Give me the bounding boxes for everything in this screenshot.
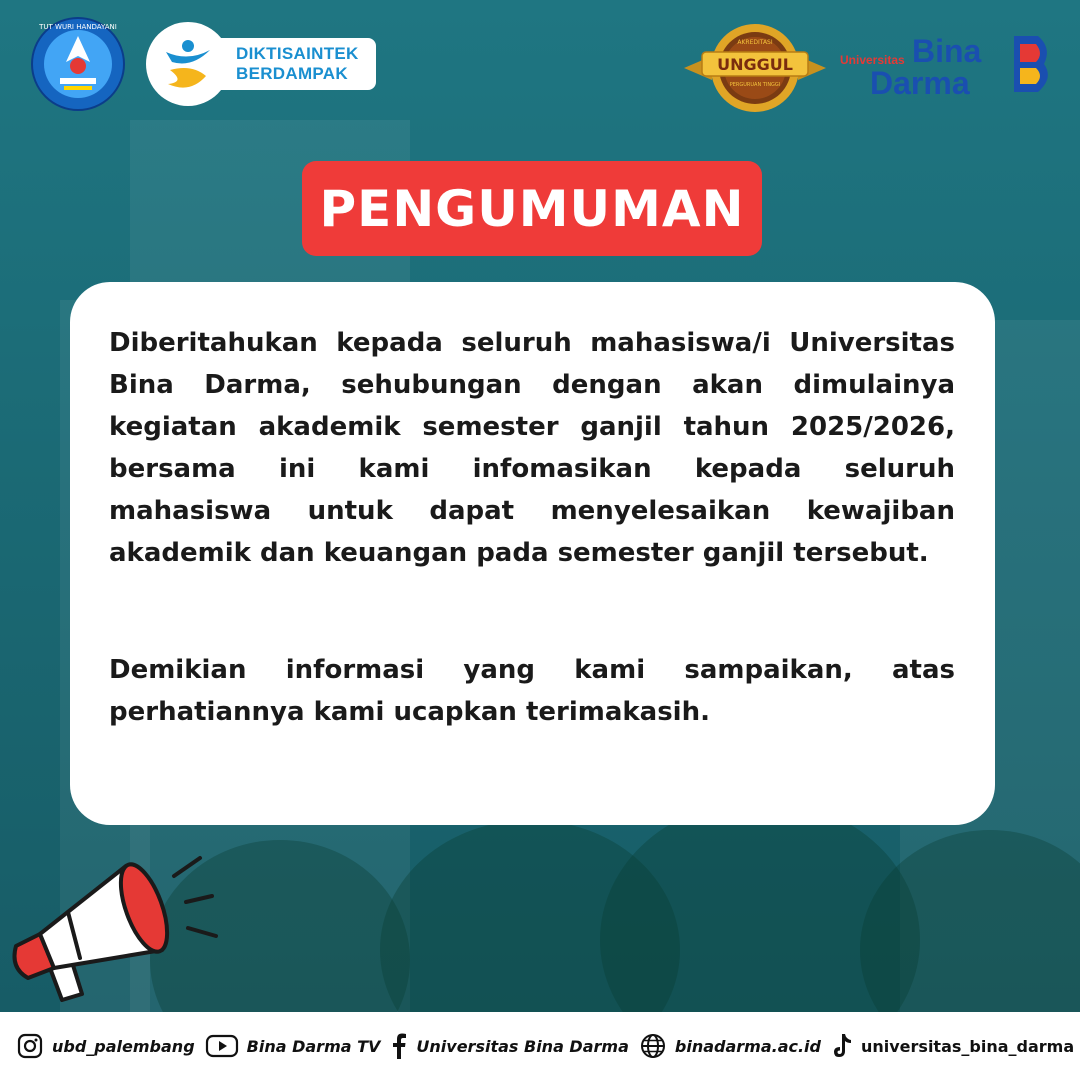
youtube-icon bbox=[205, 1032, 239, 1060]
svg-text:AKREDITASI: AKREDITASI bbox=[737, 39, 773, 46]
footer-social-bar bbox=[0, 1012, 1080, 1080]
social-youtube[interactable] bbox=[205, 1032, 381, 1060]
announcement-card bbox=[70, 282, 995, 825]
social-label: Universitas Bina Darma bbox=[416, 1036, 629, 1056]
svg-text:PERGURUAN TINGGI: PERGURUAN TINGGI bbox=[729, 82, 781, 88]
tiktok-icon bbox=[831, 1032, 853, 1060]
social-label: binadarma.ac.id bbox=[674, 1036, 821, 1056]
social-instagram[interactable] bbox=[16, 1032, 195, 1060]
instagram-icon bbox=[16, 1032, 44, 1060]
akreditasi-unggul-badge-icon bbox=[680, 22, 830, 114]
social-label: Bina Darma TV bbox=[246, 1036, 381, 1056]
svg-text:Bina: Bina bbox=[912, 33, 982, 69]
social-website[interactable] bbox=[639, 1032, 821, 1060]
announcement-paragraph-1: Diberitahukan kepada seluruh mahasiswa/i Universitas Bina Darma, sehubungan dengan akan dimulainya kegiatan akademik semester ganjil tahun 2025/2026, bersama ini kami infomasikan kepada seluruh mahasiswa untuk dapat menyelesaikan kewajiban akademik dan keuangan pada semester ganjil tersebut. bbox=[109, 328, 955, 568]
social-tiktok[interactable] bbox=[831, 1032, 1074, 1060]
social-facebook[interactable] bbox=[390, 1032, 628, 1060]
svg-text:TUT WURI HANDAYANI: TUT WURI HANDAYANI bbox=[39, 23, 117, 31]
svg-text:Darma: Darma bbox=[870, 65, 970, 100]
social-label: universitas_bina_darma bbox=[860, 1036, 1075, 1056]
globe-icon bbox=[639, 1032, 667, 1060]
universitas-bina-darma-logo-icon bbox=[838, 30, 1053, 100]
svg-text:Universitas: Universitas bbox=[840, 53, 905, 67]
page-title: PENGUMUMAN bbox=[319, 179, 745, 238]
social-label: ubd_palembang bbox=[52, 1036, 195, 1056]
diktisaintek-logo-icon: DIKTISAINTEK BERDAMPAK bbox=[146, 22, 378, 106]
megaphone-icon bbox=[6, 850, 226, 1010]
announcement-paragraph-2: Demikian informasi yang kami sampaikan, atas perhatiannya kami ucapkan terimakasih. bbox=[109, 655, 955, 727]
svg-text:UNGGUL: UNGGUL bbox=[717, 55, 793, 74]
facebook-icon bbox=[390, 1032, 408, 1060]
announcement-title-banner bbox=[302, 161, 762, 256]
tut-wuri-handayani-logo-icon bbox=[30, 16, 126, 112]
